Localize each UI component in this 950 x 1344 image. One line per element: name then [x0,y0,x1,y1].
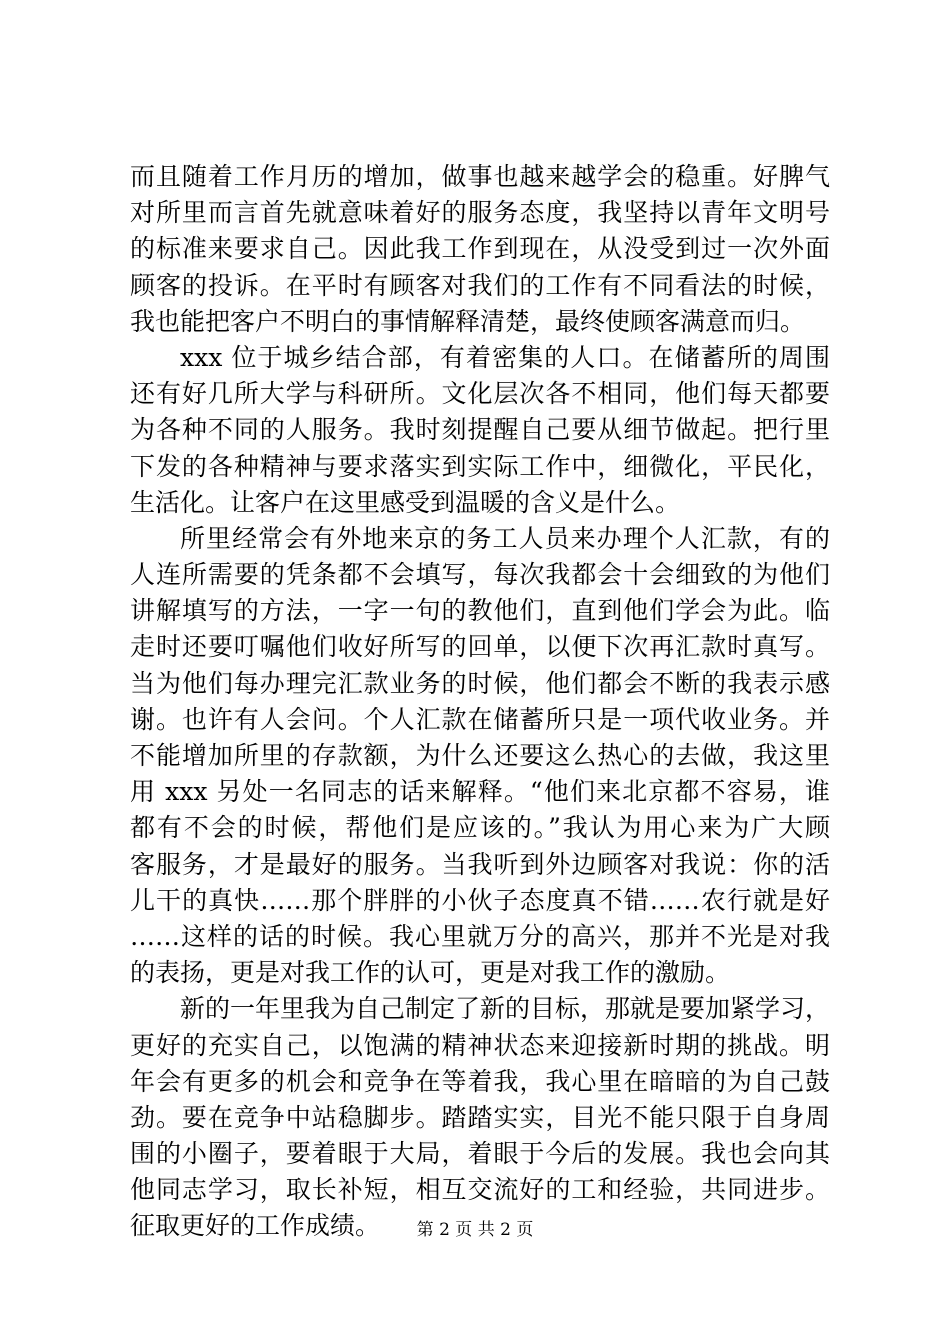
paragraph-2 [130,340,830,521]
text-line: 所里经常会有外地来京的务工人员来办理个人汇款，有的 [180,523,830,553]
paragraph-1 [130,159,830,340]
text-line: 围的小圈子，要着眼于大局，着眼于今后的发展。我也会向其 [130,1139,830,1169]
text-line: 的表扬，更是对我工作的认可，更是对我工作的激励。 [130,958,731,988]
text-line: 的标准来要求自己。因此我工作到现在，从没受到过一次外面 [130,234,830,264]
text-line: 当为他们每办理完汇款业务的时候，他们都会不断的我表示感 [130,668,830,698]
text-line: 更好的充实自己，以饱满的精神状态来迎接新时期的挑战。明 [130,1030,830,1060]
text-line: 我也能把客户不明白的事情解释清楚，最终使顾客满意而归。 [130,306,806,336]
text-line: 征取更好的工作成绩。 [130,1211,381,1241]
text-line: 用 xxx 另处一名同志的话来解释。“他们来北京都不容易，谁 [130,777,830,807]
text-line: 对所里而言首先就意味着好的服务态度，我坚持以青年文明号 [130,198,830,228]
text-line: 讲解填写的方法，一字一句的教他们，直到他们学会为此。临 [130,596,830,626]
text-line: 走时还要叮嘱他们收好所写的回单，以便下次再汇款时真写。 [130,632,830,662]
text-line: 劲。要在竞争中站稳脚步。踏踏实实，目光不能只限于自身周 [130,1102,830,1132]
paragraph-3 [130,521,830,991]
text-line: 都有不会的时候，帮他们是应该的。”我认为用心来为广大顾 [130,813,830,843]
text-line: 新的一年里我为自己制定了新的目标，那就是要加紧学习， [180,994,831,1024]
text-line: 下发的各种精神与要求落实到实际工作中，细微化，平民化， [130,451,830,481]
paragraph-4 [130,991,830,1244]
text-line: 为各种不同的人服务。我时刻提醒自己要从细节做起。把行里 [130,415,830,445]
text-line: 不能增加所里的存款额，为什么还要这么热心的去做，我这里 [130,741,830,770]
text-line: ……这样的话的时候。我心里就万分的高兴，那并不光是对我 [130,921,830,951]
text-line: 客服务，才是最好的服务。当我听到外边顾客对我说：你的活 [130,849,830,879]
page-footer [0,1215,950,1240]
text-line: 谢。也许有人会问。个人汇款在储蓄所只是一项代收业务。并 [130,704,830,734]
text-line: 他同志学习，取长补短，相互交流好的工和经验，共同进步。 [130,1175,830,1205]
text-line: xxx 位于城乡结合部，有着密集的人口。在储蓄所的周围 [180,342,830,372]
text-line: 还有好几所大学与科研所。文化层次各不相同，他们每天都要 [130,379,830,409]
page-number-indicator: 第 2 页 共 2 页 [416,1220,534,1240]
text-line: 年会有更多的机会和竞争在等着我，我心里在暗暗的为自己鼓 [130,1066,830,1096]
document-body [130,159,830,1245]
text-line: 人连所需要的凭条都不会填写，每次我都会十会细致的为他们 [130,560,830,590]
text-line: 生活化。让客户在这里感受到温暖的含义是什么。 [130,487,681,517]
text-line: 顾客的投诉。在平时有顾客对我们的工作有不同看法的时候， [130,270,830,300]
text-line: 而且随着工作月历的增加，做事也越来越学会的稳重。好脾气 [130,162,830,191]
text-line: 儿干的真快……那个胖胖的小伙子态度真不错……农行就是好 [130,885,830,915]
